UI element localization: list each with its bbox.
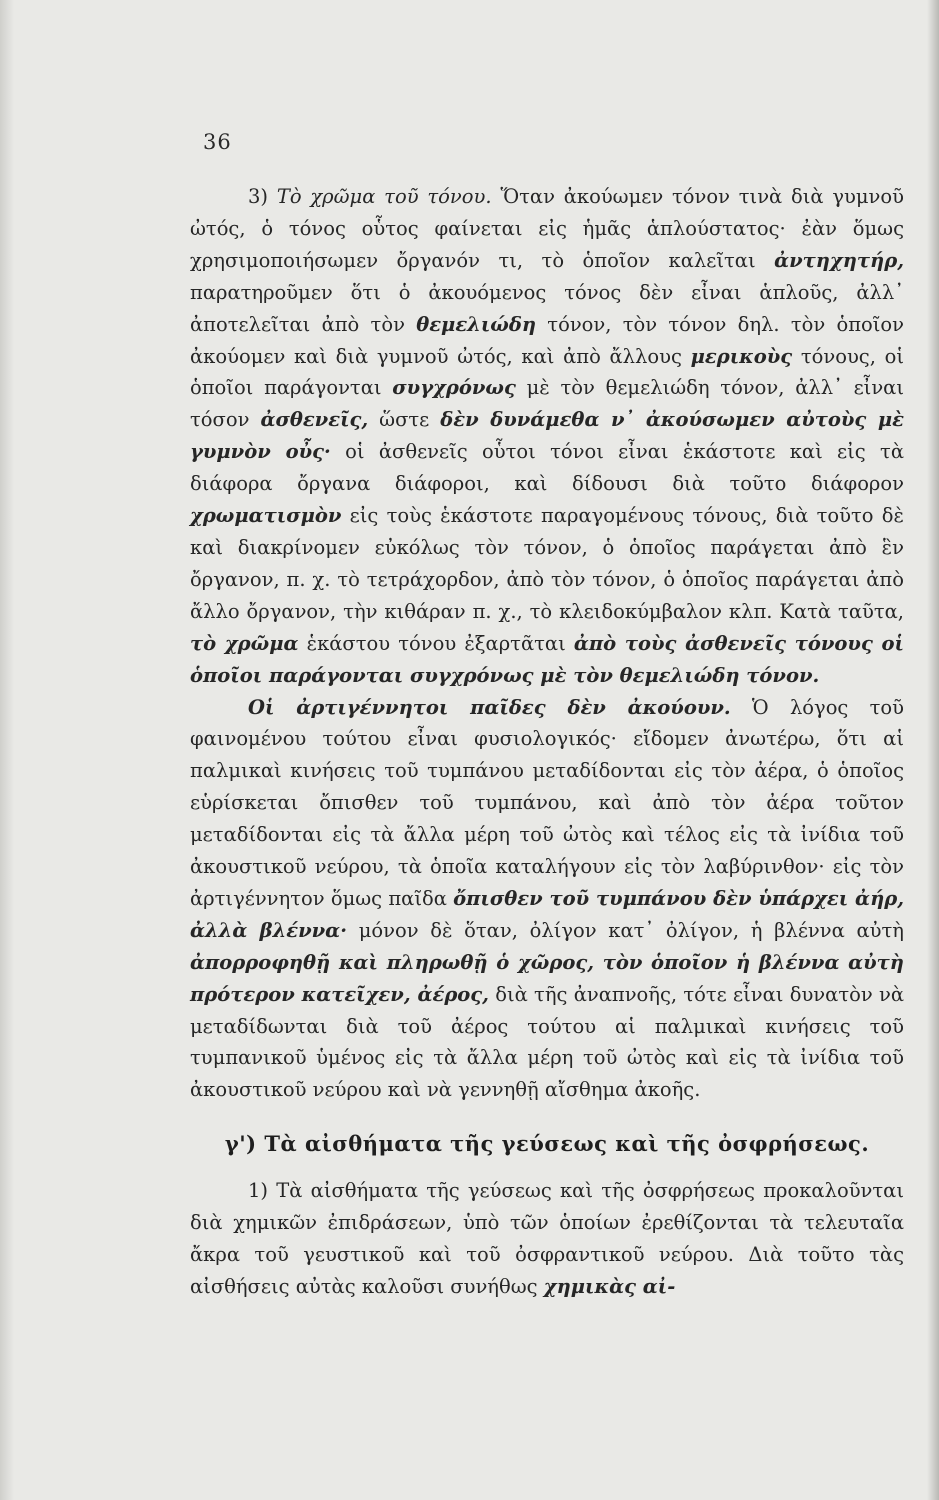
page-number: 36 — [203, 130, 232, 154]
emphasis: ἀντηχητήρ, — [774, 248, 904, 272]
text-run: μόνον δὲ ὅταν, ὀλίγον κατ᾽ ὀλίγον, ἡ βλέννα αὐτὴ — [346, 918, 904, 942]
emphasis: χρωματισμὸν — [190, 504, 342, 528]
emphasis: ὄπισθεν τοῦ τυμπάνου δὲν ὑπάρχει ἀήρ, ἀλλὰ βλέννα· — [190, 886, 904, 942]
text-run: εἰς τοὺς ἑκάστοτε παραγομένους τόνους, διὰ τοῦτο δὲ καὶ διακρίνομεν εὐκόλως τὸν τόνον, ὁ ὁποῖος παράγεται ἀπὸ ἓν ὄργανον, π. χ. τὸ τετράχορδον, ἀπὸ τὸν τόνον, ὁ ὁποῖος παράγεται ἀπὸ ἄλλο ὄργανον, τὴν κιθάραν π. χ., τὸ κλειδοκύμβαλον κλπ. Κατὰ ταῦτα, — [190, 504, 904, 623]
emphasis: ἀσθενεῖς, — [260, 408, 369, 432]
para-lead: 3) — [248, 185, 277, 208]
para-title: Οἱ ἀρτιγέννητοι παῖδες δὲν ἀκούουν. — [248, 695, 731, 719]
paragraph-tone-color — [190, 181, 904, 692]
page-right-shadow — [927, 0, 939, 1500]
text-run: οἱ ἀσθενεῖς οὗτοι τόνοι εἶναι ἑκάστοτε καὶ εἰς τὰ διάφορα ὄργανα διάφοροι, καὶ δίδουσι διὰ τοῦτο διάφορον — [190, 440, 904, 496]
paragraph-taste-smell — [190, 1175, 904, 1303]
text-run: τόνον, τὸν τόνον δηλ. τὸν ὁποῖον ἀκούομεν καὶ διὰ γυμνοῦ ὠτός, καὶ ἀπὸ ἄλλους — [190, 312, 904, 368]
text-run: τόνους, οἱ ὁποῖοι παράγονται — [190, 344, 904, 400]
emphasis: μερικοὺς — [690, 344, 793, 368]
emphasis: ἀπὸ τοὺς ἀσθενεῖς τόνους οἱ ὁποῖοι παράγονται συγχρόνως μὲ τὸν θεμελιώδη τόνον. — [190, 631, 904, 687]
page-left-edge — [0, 0, 14, 1500]
paragraph-newborns — [190, 692, 904, 1107]
text-run: Ὁ λόγος τοῦ φαινομένου τούτου εἶναι φυσιολογικός· εἴδομεν ἀνωτέρω, ὅτι αἱ παλμικαὶ κινήσεις τοῦ τυμπάνου μεταδίδονται εἰς τὸν ἀέρα, ὁ ὁποῖος εὑρίσκεται ὄπισθεν τοῦ τυμπάνου, καὶ ἀπὸ τὸν ἀέρα τοῦτον μεταδίδονται εἰς τὰ ἄλλα μέρη τοῦ ὠτὸς καὶ τέλος εἰς τὰ ἰνίδια τοῦ ἀκουστικοῦ νεύρου, τὰ ὁποῖα καταλήγουν εἰς τὸν λαβύρινθον· εἰς τὸν ἀρτιγέννητον ὅμως παῖδα — [190, 695, 904, 910]
body-text — [190, 181, 904, 1303]
text-run: 1) Τὰ αἰσθήματα τῆς γεύσεως καὶ τῆς ὀσφρήσεως προκαλοῦνται διὰ χημικῶν ἐπιδράσεων, ὑπὸ τῶν ὁποίων ἐρεθίζονται τὰ τελευταῖα ἄκρα τοῦ γευστικοῦ καὶ τοῦ ὀσφραντικοῦ νεύρου. Διὰ τοῦτο τὰς αἰσθήσεις αὐτὰς καλοῦσι συνήθως — [190, 1179, 904, 1298]
emphasis: ἀπορροφηθῇ καὶ πληρωθῇ ὁ χῶρος, τὸν ὁποῖον ἡ βλέννα αὐτὴ πρότερον κατεῖχεν, ἀέρος, — [190, 950, 904, 1006]
emphasis: θεμελιώδη — [416, 312, 537, 336]
section-heading: γ') Τὰ αἰσθήματα τῆς γεύσεως καὶ τῆς ὀσφρήσεως. — [224, 1131, 870, 1157]
text-run: μὲ τὸν θεμελιώδη τόνον, ἀλλ᾽ εἶναι τόσον — [190, 376, 904, 432]
text-run: Ὅταν ἀκούωμεν τόνον τινὰ διὰ γυμνοῦ ὠτός, ὁ τόνος οὗτος φαίνεται εἰς ἡμᾶς ἁπλούστατος· ἐὰν ὅμως χρησιμοποιήσωμεν ὄργανόν τι, τὸ ὁποῖον καλεῖται — [190, 185, 904, 272]
emphasis: τὸ χρῶμα — [190, 631, 299, 655]
text-run: ἑκάστου τόνου ἐξαρτᾶται — [298, 631, 574, 655]
emphasis: συγχρόνως — [392, 376, 516, 400]
emphasis: δὲν δυνάμεθα ν᾽ ἀκούσωμεν αὐτοὺς μὲ γυμνὸν οὖς· — [190, 408, 905, 464]
para-title: Τὸ χρῶμα τοῦ τόνου. — [276, 185, 492, 208]
text-run: ὥστε — [368, 408, 441, 432]
text-run: παρατηροῦμεν ὅτι ὁ ἀκουόμενος τόνος δὲν εἶναι ἁπλοῦς, ἀλλ᾽ ἀποτελεῖται ἀπὸ τὸν — [190, 280, 904, 336]
text-run: διὰ τῆς ἀναπνοῆς, τότε εἶναι δυνατὸν νὰ μεταδίδωνται διὰ τοῦ ἀέρος τούτου αἱ παλμικαὶ κινήσεις τοῦ τυμπανικοῦ ὑμένος εἰς τὰ ἄλλα μέρη τοῦ ὠτὸς καὶ εἰς τὰ ἰνίδια τοῦ ἀκουστικοῦ νεύρου καὶ νὰ γεννηθῇ αἴσθημα ἀκοῆς. — [190, 982, 904, 1102]
emphasis: χημικὰς αἰ- — [543, 1274, 676, 1298]
